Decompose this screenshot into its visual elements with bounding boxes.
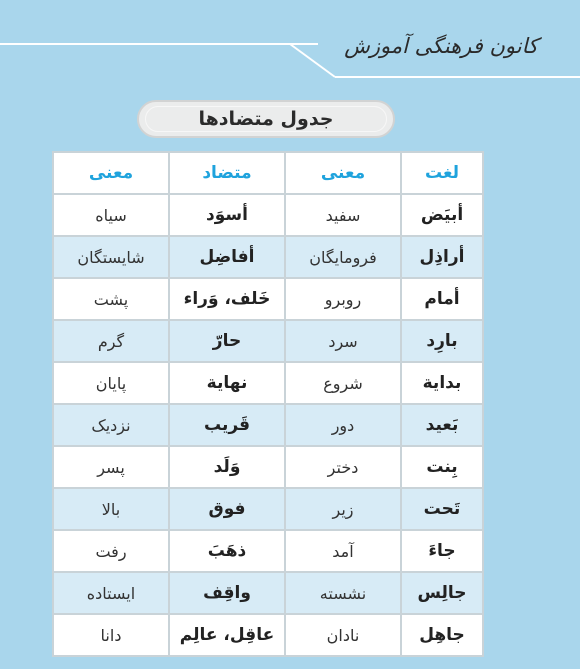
table-row bbox=[53, 488, 483, 530]
table-row bbox=[53, 530, 483, 572]
meaning-cell: فرومایگان bbox=[285, 236, 401, 278]
opposite-cell: خَلف، وَراء bbox=[169, 278, 285, 320]
table-row bbox=[53, 404, 483, 446]
opposite-meaning-cell: ایستاده bbox=[53, 572, 169, 614]
opposite-meaning-cell: نزدیک bbox=[53, 404, 169, 446]
opposite-meaning-cell: گرم bbox=[53, 320, 169, 362]
opposite-meaning-cell: پسر bbox=[53, 446, 169, 488]
opposite-cell: وَلَد bbox=[169, 446, 285, 488]
word-cell: أبيَض bbox=[401, 194, 483, 236]
meaning-cell: روبرو bbox=[285, 278, 401, 320]
opposite-cell: قَريب bbox=[169, 404, 285, 446]
table-row bbox=[53, 278, 483, 320]
title-banner bbox=[137, 100, 395, 138]
table-row bbox=[53, 572, 483, 614]
meaning-cell: نادان bbox=[285, 614, 401, 656]
word-cell: بداية bbox=[401, 362, 483, 404]
opposite-cell: ذهَبَ bbox=[169, 530, 285, 572]
word-cell: بِنت bbox=[401, 446, 483, 488]
word-cell: جاءَ bbox=[401, 530, 483, 572]
antonyms-table bbox=[52, 151, 484, 657]
meaning-cell: دختر bbox=[285, 446, 401, 488]
word-cell: أراذِل bbox=[401, 236, 483, 278]
table-header-row bbox=[53, 152, 483, 194]
header-opposite: متضاد bbox=[169, 152, 285, 194]
header-word: لغت bbox=[401, 152, 483, 194]
opposite-cell: أفاضِل bbox=[169, 236, 285, 278]
opposite-cell: عاقِل، عالِم bbox=[169, 614, 285, 656]
word-cell: بَعيد bbox=[401, 404, 483, 446]
opposite-meaning-cell: رفت bbox=[53, 530, 169, 572]
header-meaning: معنی bbox=[285, 152, 401, 194]
table-row bbox=[53, 446, 483, 488]
table-row bbox=[53, 320, 483, 362]
table-row bbox=[53, 614, 483, 656]
table-row bbox=[53, 194, 483, 236]
meaning-cell: آمد bbox=[285, 530, 401, 572]
meaning-cell: دور bbox=[285, 404, 401, 446]
publisher-brand: کانون فرهنگی آموزش bbox=[344, 34, 538, 58]
opposite-cell: واقِف bbox=[169, 572, 285, 614]
word-cell: جاهِل bbox=[401, 614, 483, 656]
meaning-cell: سرد bbox=[285, 320, 401, 362]
word-cell: جالِس bbox=[401, 572, 483, 614]
opposite-meaning-cell: شایستگان bbox=[53, 236, 169, 278]
table-row bbox=[53, 236, 483, 278]
meaning-cell: نشسته bbox=[285, 572, 401, 614]
table-row bbox=[53, 362, 483, 404]
word-cell: أمام bbox=[401, 278, 483, 320]
meaning-cell: شروع bbox=[285, 362, 401, 404]
opposite-meaning-cell: بالا bbox=[53, 488, 169, 530]
opposite-meaning-cell: پایان bbox=[53, 362, 169, 404]
word-cell: بارِد bbox=[401, 320, 483, 362]
opposite-meaning-cell: سیاه bbox=[53, 194, 169, 236]
opposite-cell: فوق bbox=[169, 488, 285, 530]
opposite-meaning-cell: پشت bbox=[53, 278, 169, 320]
opposite-cell: نهاية bbox=[169, 362, 285, 404]
meaning-cell: سفید bbox=[285, 194, 401, 236]
header-opposite-meaning: معنی bbox=[53, 152, 169, 194]
opposite-meaning-cell: دانا bbox=[53, 614, 169, 656]
meaning-cell: زیر bbox=[285, 488, 401, 530]
word-cell: تَحت bbox=[401, 488, 483, 530]
opposite-cell: أسوَد bbox=[169, 194, 285, 236]
opposite-cell: حارّ bbox=[169, 320, 285, 362]
table-title: جدول متضادها bbox=[198, 108, 334, 130]
